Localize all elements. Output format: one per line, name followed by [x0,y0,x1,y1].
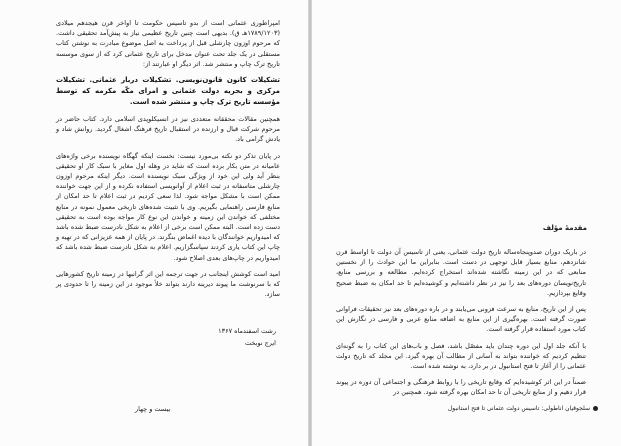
page-number: بیست و چهار [135,405,171,413]
right-page [312,0,621,446]
right-paragraph-4: ضمناً در این اثر کوشیده‌ایم که وقایع تاریخی را با روابط فرهنگی و اجتماعی آن دوره در پیوند قرار دهیم و از منابع تاریخی آن تا حد امکان بهره گرفته شود. همچنین در [336,378,586,397]
left-paragraph-4: امید است کوشش اینجانب در جهت ترجمه این اثر گرانبها در زمینه تاریخ کشورهایی که با سرنوشت ما پیوند دیرینه دارند بتواند خلأ موجود در این زمینه را تا حدودی پر سازد. [56,269,280,299]
signature-block [218,325,276,349]
left-bold-item: تشکیلات کانون قانون‌نویسی. تشکیلات دربار عثمانی. تشکیلات مرکزی و بحریه دولت عثمانی و امرای مکّه مکرمه که توسط مؤسسه تاریخ ترک چاپ و منتشر شده است. [56,76,280,107]
left-page-text [56,18,280,299]
left-paragraph-3: در پایان تذکر دو نکته بی‌مورد نیست: نخست اینکه گهگاه نویسنده برخی واژه‌های عامیانه در متن بکار برده است که شاید در وهله اول مغایر با سبک کار او تحقیقی بنظر آید ولی این خود از ویژگی سبک نویسنده است. دیگر اینکه مرحوم اوزون چارشلی متاسفانه در ثبت اعلام از آوانویسی استفاده نکرده و از این جهت خواننده ممکن است با مشکل مواجه شود. لذا سعی کردیم در ثبت اعلام تا حد امکان از منابع فارسی راهنمایی بگیریم. وی با تثبیت شده‌های تاریخی معمول نمونه در منابع مختلفی که خواندن این زمینه و خواندن این نوع کار مواجه بوده است به تحقیقی دست زده است. البته ممکن است برخی از اعلام به شکل نادرست ضبط شده باشد که امیدواریم خوانندگان با دیده اغماض بنگرند. در پایان از همه عزیزانی که در تهیه و چاپ این کتاب یاری کردند سپاسگزاریم. اعلام به شکل نادرست ضبط شده باشد که امیدواریم در چاپ‌های بعدی اصلاح شود. [56,151,280,262]
right-paragraph-1: در باریک دوران صدوپنجاه‌ساله تاریخ دولت عثمانی، یعنی از تاسیس آن دولت تا اواسط قرن شانزدهم، منابع بسیار قابل توجهی در دست است. بنابراین ما این حوادث را از نخستین منابعی که در این زمینه نگاشته شده‌اند استخراج کرده‌ایم. مطالعه و بررسی منابع، تاریخ‌نویسان دوره‌های بعد را نیز در نظر داشته‌ایم و کوشیده‌ایم تا حد امکان به ضبط صحیح وقایع بپردازیم. [336,248,586,297]
preface-heading: مقدمهٔ مؤلف [542,224,587,232]
running-head-text: سلجوقیان آناطولی: تاسیس دولت عثمانی تا فتح استانبول [447,405,590,412]
date-line: رشت اسفندماه ۱۳۶۷ [218,327,276,335]
left-paragraph-1: امپراطوری عثمانی است از بدو تاسیس حکومت تا اواخر قرن هیجدهم میلادی (۱۷۸۹/۱۲۰۳هـ ق). بدیهی است چنین تاریخ عظیمی نیاز به پیش‌آمد تحقیقی داشت. که مرحوم اوزون چارشلی قبل از پرداخت به اصل موضوع مبادرت به نوشتن کتاب مستقلی در یک جلد تحت عنوان مدخل برای تاریخ عثمانی کرد که از سوی موسسه تاریخ ترک چاپ و منتشر شد. اثر دیگر او عبارتند از: [56,19,280,68]
bullet-icon [593,406,598,411]
right-page-text [336,247,586,398]
right-paragraph-2: پس از این تاریخ، منابع به سرعت فزونی می‌یابند و در باره دوره‌های بعد نیز تحقیقات فراوانی صورت گرفته است. بهره‌گیری از این منابع به اضافه منابع عربی و فارسی در نگارش این کتاب مورد استفاده قرار گرفته است. [336,305,586,334]
running-head [358,405,598,412]
right-paragraph-3: با آنکه جلد اول این دوره چندان باید مفصّل باشد، فصل و باب‌های این کتاب را به گونه‌ای تنظیم کردیم که خواننده بتواند به آسانی از مطالب آن بهره گیرد. این مجلد که تاریخ دولت عثمانی را از آغاز تا فتح استانبول در بر دارد، به نوشته شده است. [336,341,586,371]
left-paragraph-2: همچنین مقالات محققانه متعددی نیز در انسیکلوپدی اسلامی دارد. کتاب حاضر در مرحوم شرکت قبال و ارزنده در استقبال تاریخ فرهنگ اشغال گردید. روانش شاد و یادش گرامی باد. [56,115,280,144]
translator-name: ایرج نوبخت [244,339,276,347]
left-page [0,0,308,446]
